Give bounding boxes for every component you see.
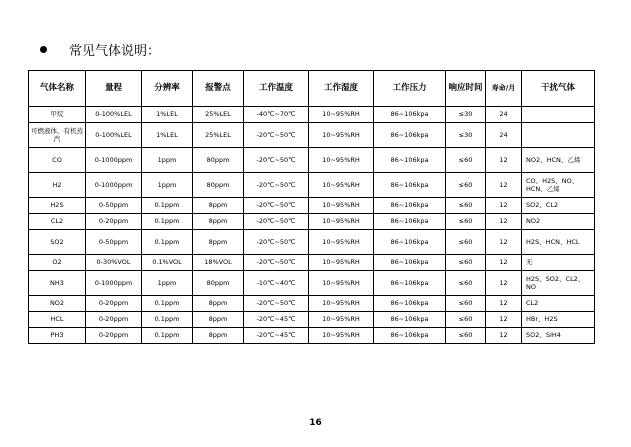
cell-gas-name: 可燃液体、有机蒸汽: [29, 123, 86, 148]
col-header-response: 响应时间: [446, 71, 486, 107]
cell-alarm: 8ppm: [193, 230, 244, 255]
cell-interference: SO2、SIH4: [522, 328, 595, 344]
cell-humidity: 10~95%RH: [309, 271, 374, 296]
section-heading-text: 常见气体说明：: [69, 44, 161, 59]
cell-range: 0-100%LEL: [86, 123, 142, 148]
table-row: [29, 214, 595, 230]
cell-resolution: 1%LEL: [142, 107, 193, 123]
cell-response: ≤60: [446, 271, 486, 296]
cell-range: 0-50ppm: [86, 198, 142, 214]
cell-humidity: 10~95%RH: [309, 255, 374, 271]
table-row: [29, 255, 595, 271]
col-header-life: 寿命/月: [486, 71, 522, 107]
cell-resolution: 0.1ppm: [142, 214, 193, 230]
cell-pressure: 86~106kpa: [374, 328, 446, 344]
table-row: [29, 173, 595, 198]
cell-humidity: 10~95%RH: [309, 214, 374, 230]
cell-resolution: 0.1ppm: [142, 198, 193, 214]
col-header-temperature: 工作温度: [244, 71, 309, 107]
cell-life: 24: [486, 107, 522, 123]
cell-pressure: 86~106kpa: [374, 296, 446, 312]
cell-pressure: 86~106kpa: [374, 107, 446, 123]
cell-resolution: 0.1%VOL: [142, 255, 193, 271]
cell-alarm: 8ppm: [193, 296, 244, 312]
gas-spec-table: [28, 70, 595, 344]
cell-humidity: 10~95%RH: [309, 123, 374, 148]
cell-temperature: -40℃~70℃: [244, 107, 309, 123]
cell-response: ≤60: [446, 255, 486, 271]
cell-pressure: 86~106kpa: [374, 230, 446, 255]
cell-interference: H2S、HCN、HCL: [522, 230, 595, 255]
cell-response: ≤60: [446, 230, 486, 255]
cell-temperature: -20℃~50℃: [244, 123, 309, 148]
cell-pressure: 86~106kpa: [374, 198, 446, 214]
cell-temperature: -20℃~45℃: [244, 312, 309, 328]
cell-range: 0-100%LEL: [86, 107, 142, 123]
cell-pressure: 86~106kpa: [374, 271, 446, 296]
cell-temperature: -10℃~40℃: [244, 271, 309, 296]
cell-interference: CO、H2S、NO、HCN、乙烯: [522, 173, 595, 198]
cell-resolution: 0.1ppm: [142, 328, 193, 344]
cell-response: ≤30: [446, 123, 486, 148]
cell-range: 0-50ppm: [86, 230, 142, 255]
cell-range: 0-20ppm: [86, 296, 142, 312]
cell-life: 12: [486, 328, 522, 344]
cell-interference: NO2、HCN、乙烯: [522, 148, 595, 173]
cell-response: ≤60: [446, 173, 486, 198]
cell-alarm: 80ppm: [193, 271, 244, 296]
cell-gas-name: SO2: [29, 230, 86, 255]
col-header-pressure: 工作压力: [374, 71, 446, 107]
cell-life: 12: [486, 173, 522, 198]
cell-response: ≤30: [446, 107, 486, 123]
cell-response: ≤60: [446, 214, 486, 230]
cell-pressure: 86~106kpa: [374, 173, 446, 198]
cell-alarm: 8ppm: [193, 198, 244, 214]
cell-resolution: 1ppm: [142, 271, 193, 296]
cell-alarm: 80ppm: [193, 148, 244, 173]
cell-life: 12: [486, 296, 522, 312]
cell-temperature: -20℃~50℃: [244, 148, 309, 173]
cell-resolution: 0.1ppm: [142, 296, 193, 312]
col-header-alarm: 报警点: [193, 71, 244, 107]
cell-gas-name: H2: [29, 173, 86, 198]
cell-life: 12: [486, 214, 522, 230]
cell-humidity: 10~95%RH: [309, 148, 374, 173]
cell-gas-name: 甲烷: [29, 107, 86, 123]
cell-life: 12: [486, 255, 522, 271]
cell-gas-name: PH3: [29, 328, 86, 344]
bullet-dot-icon: [40, 46, 47, 53]
cell-response: ≤60: [446, 312, 486, 328]
cell-life: 12: [486, 148, 522, 173]
cell-response: ≤60: [446, 296, 486, 312]
cell-life: 12: [486, 198, 522, 214]
cell-interference: HBr、H2S: [522, 312, 595, 328]
cell-gas-name: O2: [29, 255, 86, 271]
cell-interference: CL2: [522, 296, 595, 312]
cell-range: 0-30%VOL: [86, 255, 142, 271]
table-row: [29, 296, 595, 312]
table-row: [29, 198, 595, 214]
col-header-range: 量程: [86, 71, 142, 107]
cell-humidity: 10~95%RH: [309, 312, 374, 328]
col-header-interference: 干扰气体: [522, 71, 595, 107]
cell-alarm: 8ppm: [193, 214, 244, 230]
table-row: [29, 328, 595, 344]
cell-life: 12: [486, 230, 522, 255]
cell-temperature: -20℃~50℃: [244, 296, 309, 312]
table-row: [29, 271, 595, 296]
cell-gas-name: CO: [29, 148, 86, 173]
cell-pressure: 86~106kpa: [374, 255, 446, 271]
cell-interference: SO2、CL2: [522, 198, 595, 214]
cell-pressure: 86~106kpa: [374, 123, 446, 148]
cell-range: 0-20ppm: [86, 312, 142, 328]
cell-range: 0-20ppm: [86, 214, 142, 230]
cell-response: ≤60: [446, 148, 486, 173]
cell-gas-name: H2S: [29, 198, 86, 214]
cell-interference: H2S、SO2、CL2、NO: [522, 271, 595, 296]
cell-range: 0-1000ppm: [86, 271, 142, 296]
table-header-row: [29, 71, 595, 107]
cell-resolution: 1ppm: [142, 173, 193, 198]
col-header-humidity: 工作湿度: [309, 71, 374, 107]
cell-range: 0-1000ppm: [86, 173, 142, 198]
cell-alarm: 25%LEL: [193, 123, 244, 148]
cell-alarm: 8ppm: [193, 328, 244, 344]
cell-resolution: 1ppm: [142, 148, 193, 173]
cell-life: 12: [486, 271, 522, 296]
cell-gas-name: HCL: [29, 312, 86, 328]
cell-alarm: 8ppm: [193, 312, 244, 328]
cell-temperature: -20℃~50℃: [244, 173, 309, 198]
cell-gas-name: CL2: [29, 214, 86, 230]
cell-humidity: 10~95%RH: [309, 296, 374, 312]
page-number: 16: [309, 418, 322, 428]
cell-response: ≤60: [446, 328, 486, 344]
cell-resolution: 0.1ppm: [142, 312, 193, 328]
table-row: [29, 312, 595, 328]
cell-resolution: 1%LEL: [142, 123, 193, 148]
cell-pressure: 86~106kpa: [374, 312, 446, 328]
cell-life: 12: [486, 312, 522, 328]
cell-humidity: 10~95%RH: [309, 230, 374, 255]
cell-temperature: -20℃~50℃: [244, 214, 309, 230]
cell-life: 24: [486, 123, 522, 148]
table-row: [29, 107, 595, 123]
cell-humidity: 10~95%RH: [309, 173, 374, 198]
cell-humidity: 10~95%RH: [309, 107, 374, 123]
table-row: [29, 230, 595, 255]
cell-humidity: 10~95%RH: [309, 198, 374, 214]
cell-interference: [522, 123, 595, 148]
cell-temperature: -20℃~50℃: [244, 255, 309, 271]
cell-interference: 无: [522, 255, 595, 271]
cell-range: 0-20ppm: [86, 328, 142, 344]
table-row: [29, 148, 595, 173]
cell-gas-name: NO2: [29, 296, 86, 312]
cell-humidity: 10~95%RH: [309, 328, 374, 344]
cell-gas-name: NH3: [29, 271, 86, 296]
cell-response: ≤60: [446, 198, 486, 214]
cell-alarm: 80ppm: [193, 173, 244, 198]
section-heading: [40, 40, 160, 59]
cell-temperature: -20℃~50℃: [244, 198, 309, 214]
col-header-resolution: 分辨率: [142, 71, 193, 107]
table-row: [29, 123, 595, 148]
col-header-name: 气体名称: [29, 71, 86, 107]
cell-alarm: 25%LEL: [193, 107, 244, 123]
cell-temperature: -20℃~50℃: [244, 230, 309, 255]
cell-interference: [522, 107, 595, 123]
cell-interference: NO2: [522, 214, 595, 230]
cell-resolution: 0.1ppm: [142, 230, 193, 255]
cell-alarm: 18%VOL: [193, 255, 244, 271]
cell-pressure: 86~106kpa: [374, 214, 446, 230]
cell-temperature: -20℃~45℃: [244, 328, 309, 344]
cell-pressure: 86~106kpa: [374, 148, 446, 173]
cell-range: 0-1000ppm: [86, 148, 142, 173]
